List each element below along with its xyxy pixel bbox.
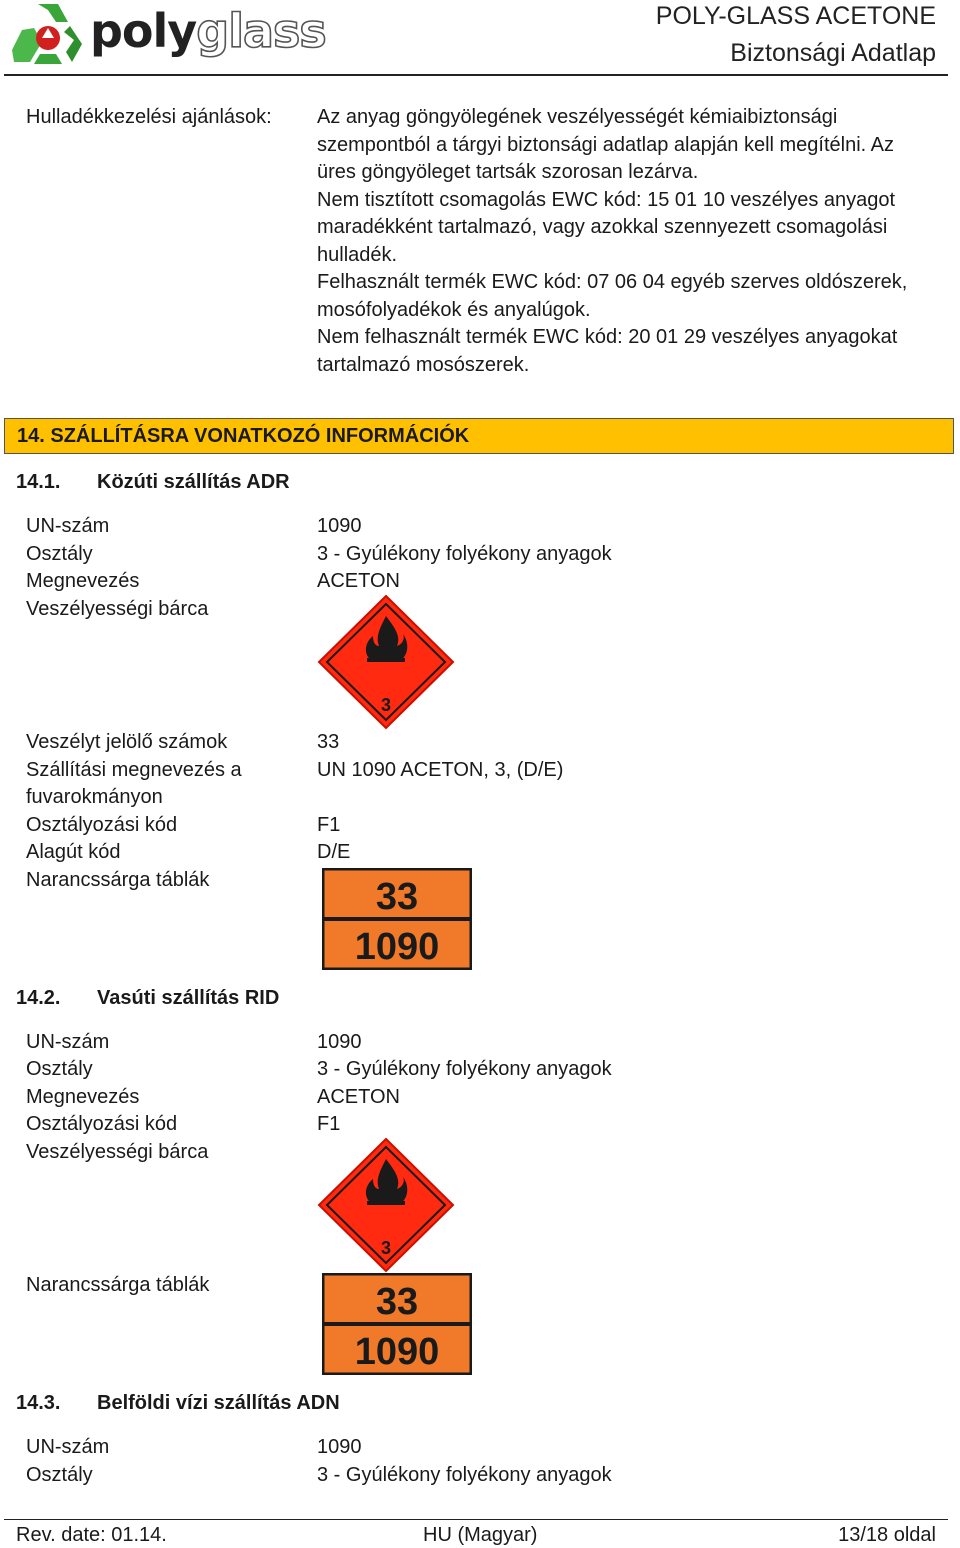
waste-paragraph: Az anyag göngyölegének veszélyességét kémiaibiztonsági szempontból a tárgyi biztonsági adatlap alapján kell megítélni. Az üres göngyöleget tartsák szorosan lezárva. [317, 106, 895, 183]
section-14-heading: 14. SZÁLLÍTÁSRA VONATKOZÓ INFORMÁCIÓK [4, 418, 954, 454]
subsection-number: 14.3. [16, 1392, 61, 1414]
subsection-number: 14.1. [16, 471, 61, 493]
footer-rev-date: Rev. date: 01.14. [16, 1524, 167, 1546]
waste-text [317, 104, 927, 379]
plate-un-number: 1090 [354, 1331, 440, 1373]
subsection-number: 14.2. [16, 987, 61, 1009]
rid-un-value: 1090 [317, 1031, 362, 1053]
adr-class-code-value: F1 [317, 814, 341, 836]
adr-shipping-name-label: Szállítási megnevezés a [26, 759, 242, 781]
diamond-class-number: 3 [380, 1238, 392, 1258]
orange-plate-icon [322, 1273, 472, 1375]
header-divider [4, 74, 948, 76]
document-title: Biztonsági Adatlap [730, 39, 936, 67]
waste-label: Hulladékkezelési ajánlások: [26, 106, 272, 128]
adr-tunnel-label: Alagút kód [26, 841, 121, 863]
rid-class-code-value: F1 [317, 1113, 341, 1135]
footer-divider [4, 1519, 948, 1520]
rid-name-value: ACETON [317, 1086, 400, 1108]
adr-hazard-number-value: 33 [317, 731, 340, 753]
flammable-diamond-icon [317, 1137, 455, 1273]
rid-un-label: UN-szám [26, 1031, 110, 1053]
adn-un-value: 1090 [317, 1436, 362, 1458]
orange-plate-icon [322, 868, 472, 970]
adr-name-label: Megnevezés [26, 570, 140, 592]
diamond-class-number: 3 [380, 695, 392, 715]
subsection-rid-heading [16, 985, 416, 1013]
subsection-title: Vasúti szállítás RID [97, 987, 280, 1009]
rid-class-label: Osztály [26, 1058, 93, 1080]
plate-un-number: 1090 [354, 926, 440, 968]
rid-name-label: Megnevezés [26, 1086, 140, 1108]
rid-hazard-label-label: Veszélyességi bárca [26, 1141, 209, 1163]
adr-un-label: UN-szám [26, 515, 110, 537]
plate-hazard-number: 33 [375, 876, 419, 918]
adr-name-value: ACETON [317, 570, 400, 592]
company-logo [8, 0, 326, 72]
adn-class-label: Osztály [26, 1464, 93, 1486]
adr-tunnel-value: D/E [317, 841, 351, 863]
adn-class-value: 3 - Gyúlékony folyékony anyagok [317, 1464, 612, 1486]
adr-hazard-number-label: Veszélyt jelölő számok [26, 731, 228, 753]
subsection-title: Belföldi vízi szállítás ADN [97, 1392, 340, 1414]
rid-class-value: 3 - Gyúlékony folyékony anyagok [317, 1058, 612, 1080]
adr-shipping-name-label-cont: fuvarokmányon [26, 786, 163, 808]
adr-hazard-label-label: Veszélyességi bárca [26, 598, 209, 620]
waste-paragraph: Nem felhasznált termék EWC kód: 20 01 29 veszélyes anyagokat tartalmazó mosószerek. [317, 326, 898, 376]
adr-un-value: 1090 [317, 515, 362, 537]
subsection-adn-heading [16, 1390, 436, 1418]
recycle-logo-icon [8, 0, 88, 72]
adr-class-value: 3 - Gyúlékony folyékony anyagok [317, 543, 612, 565]
brand-wordmark: polyglass [90, 4, 326, 58]
waste-paragraph: Nem tisztított csomagolás EWC kód: 15 01 10 veszélyes anyagot maradékként tartalmazó, vagy azokkal szennyezett csomagolási hulladék. [317, 188, 896, 266]
product-title: POLY-GLASS ACETONE [655, 2, 936, 30]
adr-class-label: Osztály [26, 543, 93, 565]
rid-orange-plate-label: Narancssárga táblák [26, 1274, 210, 1296]
adr-class-code-label: Osztályozási kód [26, 814, 178, 836]
subsection-title: Közúti szállítás ADR [97, 471, 290, 493]
footer-language: HU (Magyar) [423, 1524, 538, 1546]
footer-page-number: 13/18 oldal [838, 1524, 936, 1546]
adn-un-label: UN-szám [26, 1436, 110, 1458]
plate-hazard-number: 33 [375, 1281, 419, 1323]
waste-paragraph: Felhasznált termék EWC kód: 07 06 04 egyéb szerves oldószerek, mosófolyadékok és anyalúgok. [317, 271, 908, 321]
adr-shipping-name-value: UN 1090 ACETON, 3, (D/E) [317, 759, 564, 781]
adr-orange-plate-label: Narancssárga táblák [26, 869, 210, 891]
rid-class-code-label: Osztályozási kód [26, 1113, 178, 1135]
subsection-adr-heading [16, 469, 416, 497]
flammable-diamond-icon [317, 594, 455, 730]
